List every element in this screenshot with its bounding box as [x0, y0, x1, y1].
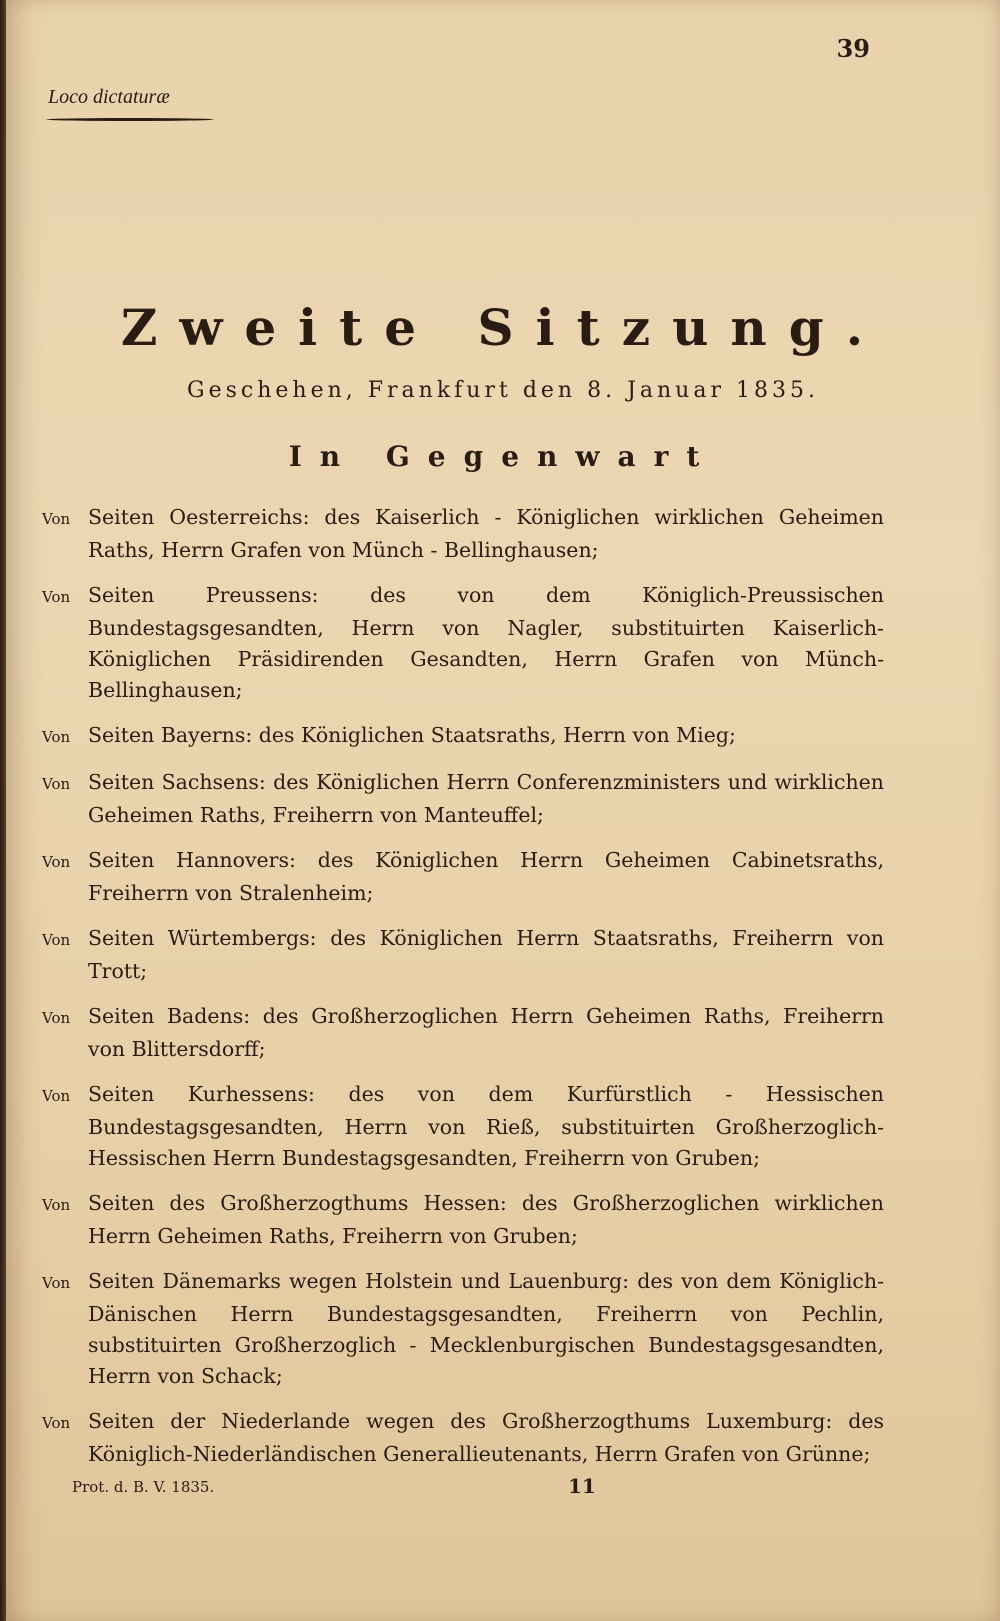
attendance-entry	[42, 502, 884, 566]
presence-heading: In Gegenwart	[288, 440, 718, 473]
attendance-list	[42, 502, 884, 1470]
entry-lead: Von	[42, 510, 71, 528]
entry-text: Seiten Oesterreichs: des Kaiserlich - Königlichen wirklichen Geheimen Raths, Herrn Grafen von Münch - Bellinghausen;	[88, 505, 884, 562]
attendance-entry	[42, 1001, 884, 1065]
attendance-entry	[42, 1406, 884, 1470]
attendance-entry	[42, 1079, 884, 1174]
session-date-line: Geschehen, Frankfurt den 8. Januar 1835.	[187, 378, 819, 403]
entry-lead: Von	[42, 728, 71, 746]
entry-text: Seiten Dänemarks wegen Holstein und Lauenburg: des von dem Königlich-Dänischen Herrn Bundestagsgesandten, Freiherrn von Pechlin, substituirten Großherzoglich - Mecklenburgischen Bundestagsgesandten, Herrn von Schack;	[88, 1269, 884, 1388]
attendance-entry	[42, 580, 884, 706]
entry-lead: Von	[42, 1196, 71, 1214]
book-page	[6, 0, 1000, 1621]
page-number: 39	[836, 34, 870, 63]
entry-lead: Von	[42, 1274, 71, 1292]
entry-text: Seiten Würtembergs: des Königlichen Herrn Staatsraths, Freiherrn von Trott;	[88, 926, 884, 983]
entry-text: Seiten der Niederlande wegen des Großherzogthums Luxemburg: des Königlich-Niederländischen Generallieutenants, Herrn Grafen von Grünne;	[88, 1409, 884, 1466]
entry-text: Seiten Preussens: des von dem Königlich-Preussischen Bundestagsgesandten, Herrn von Nagler, substituirten Kaiserlich-Königlichen Präsidirenden Gesandten, Herrn Grafen von Münch-Bellinghausen;	[88, 583, 884, 702]
attendance-entry	[42, 767, 884, 831]
attendance-entry	[42, 1266, 884, 1392]
entry-lead: Von	[42, 775, 71, 793]
entry-lead: Von	[42, 931, 71, 949]
sheet-number: 11	[568, 1474, 596, 1498]
printer-signature: Prot. d. B. V. 1835.	[72, 1478, 215, 1496]
entry-text: Seiten Sachsens: des Königlichen Herrn Conferenzministers und wirklichen Geheimen Raths, Freiherrn von Manteuffel;	[88, 770, 884, 827]
entry-text: Seiten Kurhessens: des von dem Kurfürstlich - Hessischen Bundestagsgesandten, Herrn von Rieß, substituirten Großherzoglich-Hessischen Herrn Bundestagsgesandten, Freiherrn von Gruben;	[88, 1082, 884, 1170]
entry-lead: Von	[42, 1009, 71, 1027]
entry-lead: Von	[42, 1087, 71, 1105]
entry-text: Seiten des Großherzogthums Hessen: des Großherzoglichen wirklichen Herrn Geheimen Raths, Freiherrn von Gruben;	[88, 1191, 884, 1248]
entry-lead: Von	[42, 588, 71, 606]
entry-lead: Von	[42, 853, 71, 871]
entry-lead: Von	[42, 1414, 71, 1432]
attendance-entry	[42, 1188, 884, 1252]
entry-text: Seiten Badens: des Großherzoglichen Herrn Geheimen Raths, Freiherrn von Blittersdorff;	[88, 1004, 884, 1061]
attendance-entry	[42, 923, 884, 987]
attendance-entry	[42, 720, 884, 753]
loco-dictaturae-stamp: Loco dictaturæ	[48, 86, 170, 108]
attendance-entry	[42, 845, 884, 909]
stamp-underline	[46, 118, 214, 121]
entry-text: Seiten Hannovers: des Königlichen Herrn Geheimen Cabinetsraths, Freiherrn von Stralenheim;	[88, 848, 884, 905]
session-title: Zweite Sitzung.	[120, 298, 886, 357]
entry-text: Seiten Bayerns: des Königlichen Staatsraths, Herrn von Mieg;	[88, 723, 736, 747]
